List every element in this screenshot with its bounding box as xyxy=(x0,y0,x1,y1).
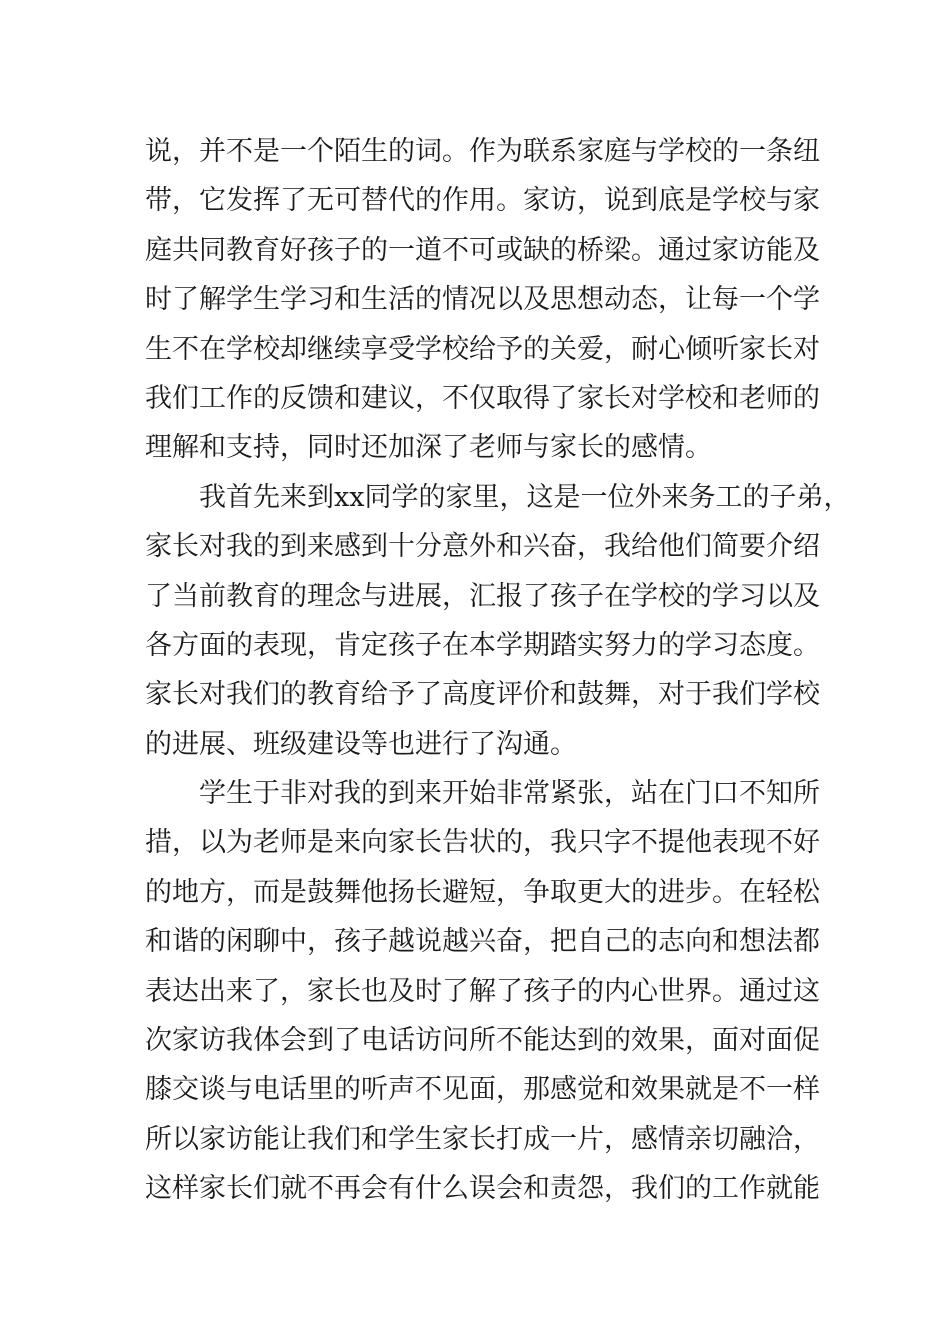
text-line: 我 首 先 来 到 x x 同 学 的 家 里 ， 这 是 一 位 外 来 务 工 的 子 弟 ， xyxy=(199,481,851,513)
text-line: 所 以 家 访 能 让 我 们 和 学 生 家 长 打 成 一 片 ， 感 情 亲 切 融 洽 ， xyxy=(145,1123,820,1155)
text-line: 各 方 面 的 表 现 ， 肯 定 孩 子 在 本 学 期 踏 实 努 力 的 学 习 态 度 。 xyxy=(145,629,820,661)
text-line: 的 地 方 ， 而 是 鼓 舞 他 扬 长 避 短 ， 争 取 更 大 的 进 步 。 在 轻 松 xyxy=(145,876,820,908)
text-line: 时 了 解 学 生 学 习 和 生 活 的 情 况 以 及 思 想 动 态 ， 让 每 一 个 学 xyxy=(145,284,820,316)
text-line: 家 长 对 我 的 到 来 感 到 十 分 意 外 和 兴 奋 ， 我 给 他 们 简 要 介 绍 xyxy=(145,531,820,563)
text-line: 了 当 前 教 育 的 理 念 与 进 展 ， 汇 报 了 孩 子 在 学 校 的 学 习 以 及 xyxy=(145,580,820,612)
text-line: 生 不 在 学 校 却 继 续 享 受 学 校 给 予 的 关 爱 ， 耐 心 倾 听 家 长 对 xyxy=(145,333,820,365)
text-line: 的进展、班级建设等也进行了沟通。 xyxy=(145,728,577,760)
text-line: 家 长 对 我 们 的 教 育 给 予 了 高 度 评 价 和 鼓 舞 ， 对 于 我 们 学 校 xyxy=(145,679,820,711)
text-line: 措 ， 以 为 老 师 是 来 向 家 长 告 状 的 ， 我 只 字 不 提 他 表 现 不 好 xyxy=(145,827,820,859)
text-line: 带 ， 它 发 挥 了 无 可 替 代 的 作 用 。 家 访 ， 说 到 底 是 学 校 与 家 xyxy=(145,185,820,217)
text-line: 理解和支持，同时还加深了老师与家长的感情。 xyxy=(145,432,712,464)
body-text xyxy=(145,127,851,1214)
text-line: 庭 共 同 教 育 好 孩 子 的 一 道 不 可 或 缺 的 桥 梁 。 通 过 家 访 能 及 xyxy=(145,234,820,266)
text-line: 这 样 家 长 们 就 不 再 会 有 什 么 误 会 和 责 怨 ， 我 们 的 工 作 就 能 xyxy=(145,1173,820,1205)
text-line: 次 家 访 我 体 会 到 了 电 话 访 问 所 不 能 达 到 的 效 果 ， 面 对 面 促 xyxy=(145,1025,820,1057)
text-line: 学 生 于 非 对 我 的 到 来 开 始 非 常 紧 张 ， 站 在 门 口 不 知 所 xyxy=(199,778,820,810)
text-line: 膝 交 谈 与 电 话 里 的 听 声 不 见 面 ， 那 感 觉 和 效 果 就 是 不 一 样 xyxy=(145,1074,820,1106)
text-line: 和 谐 的 闲 聊 中 ， 孩 子 越 说 越 兴 奋 ， 把 自 己 的 志 向 和 想 法 都 xyxy=(145,926,820,958)
text-line: 表 达 出 来 了 ， 家 长 也 及 时 了 解 了 孩 子 的 内 心 世 界 。 通 过 这 xyxy=(145,975,820,1007)
text-line: 说 ， 并 不 是 一 个 陌 生 的 词 。 作 为 联 系 家 庭 与 学 校 的 一 条 纽 xyxy=(145,136,820,167)
text-line: 我 们 工 作 的 反 馈 和 建 议 ， 不 仅 取 得 了 家 长 对 学 校 和 老 师 的 xyxy=(145,382,820,414)
